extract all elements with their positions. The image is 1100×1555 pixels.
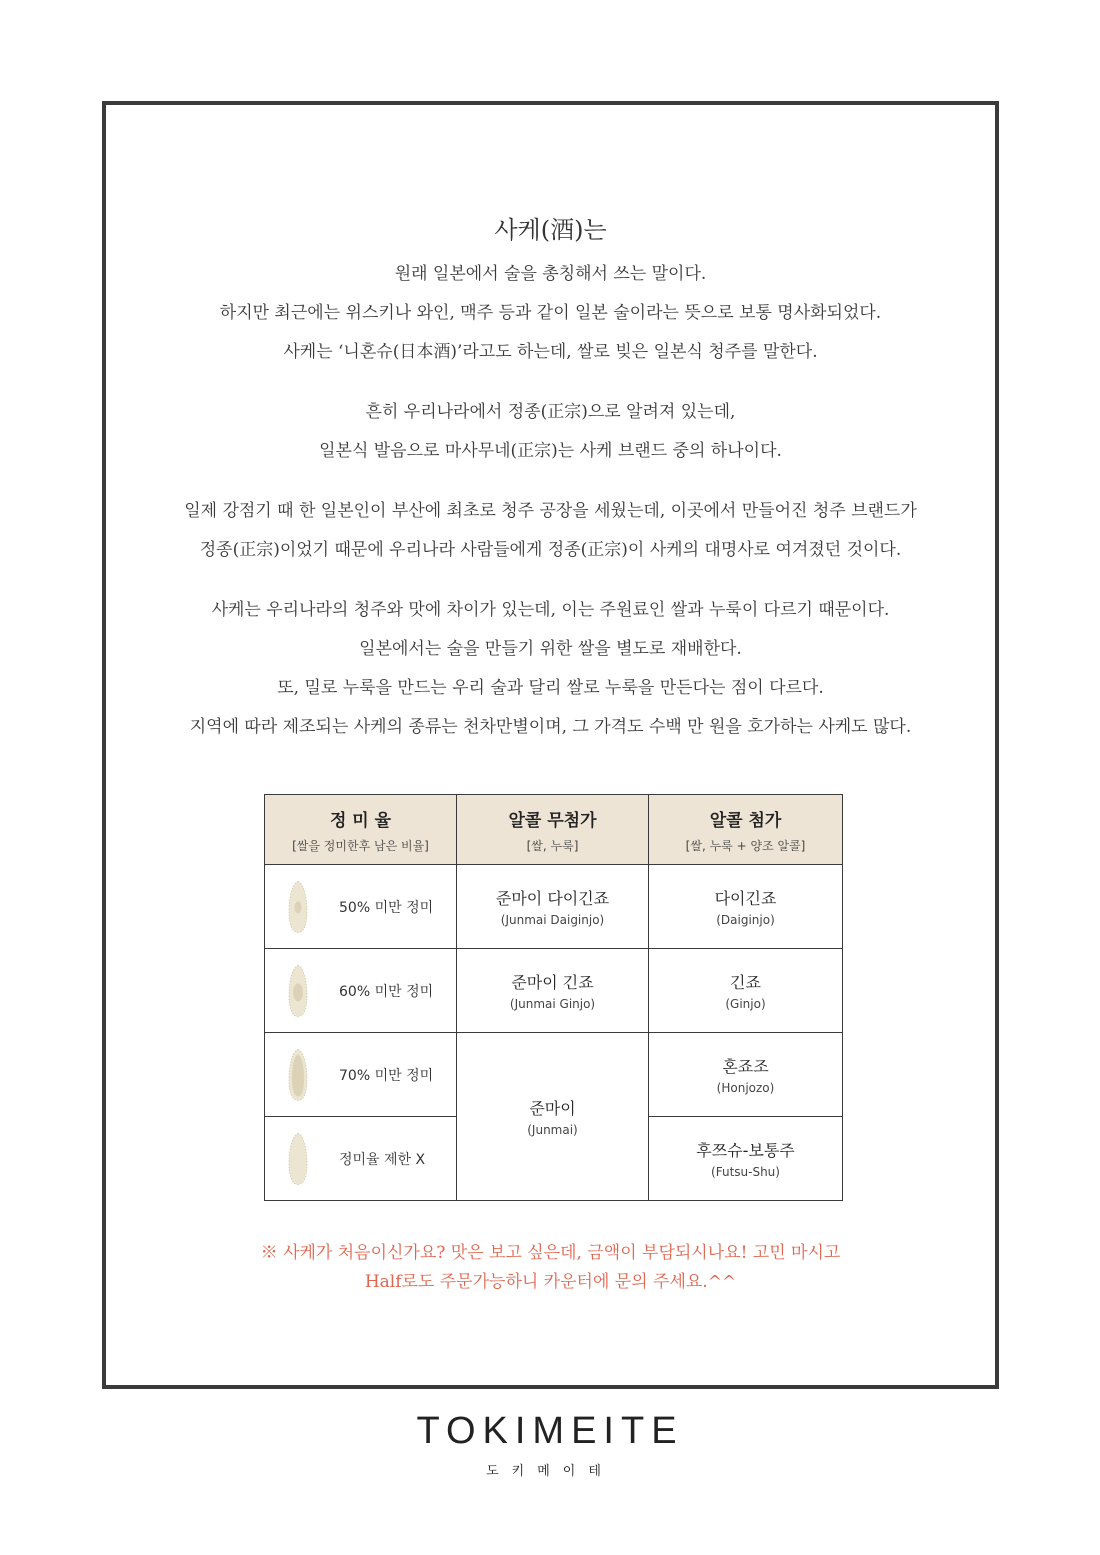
paragraph-line: 일제 강점기 때 한 일본인이 부산에 최초로 청주 공장을 세웠는데, 이곳에서 만들어진 청주 브랜드가 [184,501,917,521]
paragraph-line: 사케는 우리나라의 청주와 맛에 차이가 있는데, 이는 주원료인 쌀과 누룩이 다르기 때문이다. [211,600,890,620]
sake-name-ko: 긴죠 [730,973,761,992]
header-alcohol-added [649,795,843,865]
grade-label: 60% 미만 정미 [339,983,434,1000]
alcohol-added-cell [649,865,843,949]
half-order-notice [106,1239,995,1297]
brand-logo: TOKIMEITE [416,1410,684,1452]
sake-name-ko: 다이긴죠 [714,889,777,908]
sake-name-ko: 준마이 다이긴죠 [495,889,610,908]
header-title: 알콜 첨가 [709,810,782,831]
paragraph-line: 하지만 최근에는 위스키나 와인, 맥주 등과 같이 일본 술이라는 뜻으로 보통 명사화되었다. [219,303,882,323]
junmai-cell [457,949,649,1033]
brand-logo-korean: 도키메이테 [486,1464,614,1479]
table-row [265,949,843,1033]
rice-grain-icon [287,1047,309,1102]
sake-name-ko: 후쯔슈-보통주 [696,1141,795,1160]
paragraph-line: 지역에 따라 제조되는 사케의 종류는 천차만별이며, 그 가격도 수백 만 원을 호가하는 사케도 많다. [189,717,912,737]
sake-name-en: (Junmai Ginjo) [509,997,596,1011]
grade-label: 50% 미만 정미 [339,899,434,916]
paragraph-line: 일본식 발음으로 마사무네(正宗)는 사케 브랜드 중의 하나이다. [319,441,782,461]
sake-name-ko: 준마이 긴죠 [511,973,594,992]
sake-name-en: (Junmai) [527,1123,578,1137]
menu-frame [102,101,999,1389]
notice-line: Half로도 주문가능하니 카운터에 문의 주세요.^^ [364,1272,737,1292]
paragraph [106,492,995,570]
header-title: 정 미 율 [329,810,392,831]
paragraph-line: 일본에서는 술을 만들기 위한 쌀을 별도로 재배한다. [359,639,742,659]
paragraph [106,591,995,747]
header-subtitle: [쌀을 정미한후 남은 비율] [292,838,429,853]
alcohol-added-cell [649,1117,843,1201]
rice-grain-icon [287,1131,309,1186]
header-subtitle: [쌀, 누룩 + 양조 알콜] [685,838,806,853]
sake-name-en: (Honjozo) [716,1081,775,1095]
sake-name-en: (Ginjo) [725,997,766,1011]
sake-name-en: (Junmai Daiginjo) [500,913,605,927]
grade-cell [265,949,457,1033]
rice-grain-icon [287,879,309,934]
intro-paragraphs [106,255,995,768]
sake-grade-table [264,794,843,1201]
notice-line: ※ 사케가 처음이신가요? 맛은 보고 싶은데, 금액이 부담되시나요! 고민 마시고 [260,1243,841,1263]
paragraph-line: 흔히 우리나라에서 정종(正宗)으로 알려져 있는데, [365,402,736,422]
paragraph-line: 정종(正宗)이었기 때문에 우리나라 사람들에게 정종(正宗)이 사케의 대명사로 여겨졌던 것이다. [199,540,902,560]
sake-name-ko: 준마이 [529,1099,576,1118]
paragraph-line: 원래 일본에서 술을 총칭해서 쓰는 말이다. [394,264,707,284]
grade-label: 정미율 제한 X [339,1151,426,1168]
header-subtitle: [쌀, 누룩] [526,838,579,853]
page-title: 사케(酒)는 [494,216,607,244]
grade-label: 70% 미만 정미 [339,1067,434,1084]
header-title: 알콜 무첨가 [508,810,597,831]
rice-grain-icon [287,963,309,1018]
junmai-cell [457,865,649,949]
header-no-alcohol-added [457,795,649,865]
table-row [265,865,843,949]
grade-cell [265,1117,457,1201]
sake-name-ko: 혼죠조 [722,1057,769,1076]
header-polishing-ratio [265,795,457,865]
alcohol-added-cell [649,1033,843,1117]
sake-name-en: (Daiginjo) [716,913,775,927]
grade-cell [265,865,457,949]
sake-name-en: (Futsu-Shu) [711,1165,780,1179]
junmai-merged-cell [457,1033,649,1201]
paragraph-line: 또, 밀로 누룩을 만드는 우리 술과 달리 쌀로 누룩을 만든다는 점이 다르다. [277,678,824,698]
grade-cell [265,1033,457,1117]
paragraph [106,393,995,471]
paragraph-line: 사케는 ‘니혼슈(日本酒)’라고도 하는데, 쌀로 빚은 일본식 청주를 말한다. [283,342,818,362]
paragraph [106,255,995,372]
table-header-row [265,795,843,865]
alcohol-added-cell [649,949,843,1033]
table-row [265,1033,843,1117]
